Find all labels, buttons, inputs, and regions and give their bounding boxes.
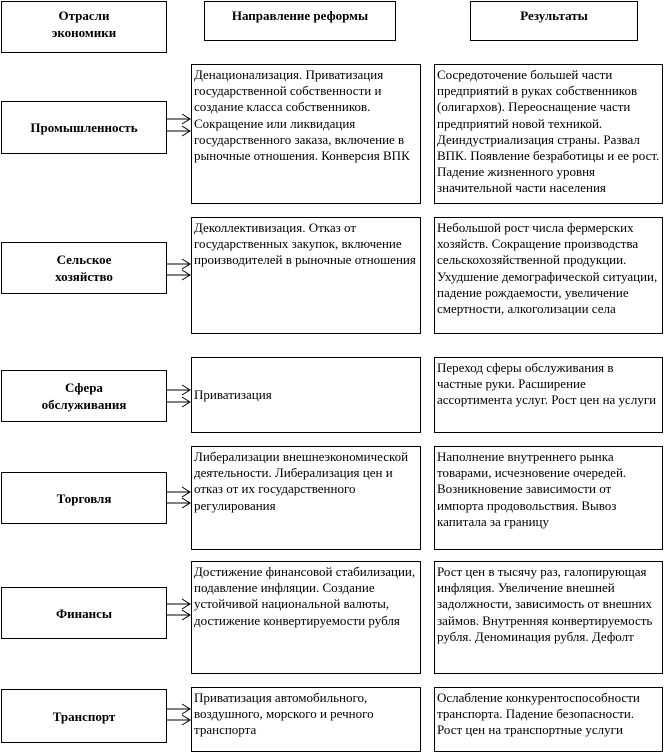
reform-text: Приватизация [194, 387, 272, 402]
sector-box [1, 370, 167, 422]
header-reform [204, 1, 396, 41]
sector-box [1, 472, 167, 524]
arrow [167, 126, 190, 136]
sector-box [1, 101, 167, 154]
arrow [167, 599, 190, 609]
result-box [434, 561, 663, 674]
sector-label: Сельское хозяйство [55, 252, 113, 284]
reform-text: Либерализации внешнеэкономической деятельности. Либерализация цен и отказ от их государственного регулирования [194, 449, 409, 513]
reform-text: Достижение финансовой стабилизации, подавление инфляции. Создание устойчивой национальной валюты, достижение конвертируемости рубля [194, 564, 416, 628]
arrow [167, 397, 190, 407]
reform-text: Денационализация. Приватизация государственной собственности и создание класса собственников. Сокращение или ликвидация государственного заказа, включение в рыночные отношения. Конверсия ВПК [194, 67, 410, 164]
header-results [470, 1, 638, 41]
arrow-pair-row-2 [167, 259, 190, 280]
reform-box [191, 446, 421, 550]
arrow [167, 114, 190, 124]
arrow-pair-row-4 [167, 487, 190, 508]
result-text: Ослабление конкурентоспособности транспорта. Падение безопасности. Рост цен на транспортные услуги [437, 690, 640, 738]
arrow [167, 610, 190, 620]
result-text: Наполнение внутреннего рынка товарами, исчезновение очередей. Возникновение зависимости от импорта продовольствия. Вывоз капитала за границу [437, 449, 627, 529]
sector-box [1, 242, 167, 294]
arrow-pair-row-1 [167, 114, 190, 136]
reform-box [191, 687, 421, 752]
arrow [167, 259, 190, 269]
arrow [167, 270, 190, 280]
sector-label: Торговля [56, 490, 112, 506]
reform-box [191, 64, 421, 204]
header-results-label: Результаты [520, 8, 588, 23]
sector-box [1, 587, 167, 639]
result-text: Рост цен в тысячу раз, галопирующая инфляция. Увеличение внешней задолжности, зависимость от внешних займов. Внутренняя конвертируемость рубля. Деноминация рубля. Дефолт [437, 564, 653, 644]
sector-label: Сфера обслуживания [41, 380, 127, 412]
sector-label: Промышленность [30, 120, 138, 135]
reform-box [191, 561, 421, 674]
arrow [167, 715, 190, 725]
result-box [434, 446, 663, 550]
reform-text: Приватизация автомобильного, воздушного, морского и речного транспорта [194, 690, 374, 738]
result-box [434, 64, 663, 204]
arrow [167, 487, 190, 497]
result-text: Небольшой рост числа фермерских хозяйств. Сокращение производства сельскохозяйственной продукции. Ухудшение демографической ситуации, падение рождаемости, увеличение смертности, алкоголизации села [437, 220, 658, 317]
result-box [434, 687, 663, 752]
header-sectors-label: Отрасли экономики [51, 8, 117, 40]
reform-text: Деколлективизация. Отказ от государственных закупок, включение производителей в рыночные отношения [194, 220, 416, 268]
result-text: Переход сферы обслуживания в частные руки. Расширение ассортимента услуг. Рост цен на услуги [437, 360, 657, 408]
sector-label: Транспорт [52, 708, 116, 724]
result-box [434, 357, 663, 433]
arrow-pair-row-6 [167, 704, 190, 725]
reform-box [191, 217, 421, 334]
result-box [434, 217, 663, 334]
reform-box [191, 357, 421, 433]
header-reform-label: Направление реформы [231, 8, 369, 23]
sector-box [1, 689, 167, 743]
arrow [167, 385, 190, 395]
arrow [167, 704, 190, 714]
arrow [167, 498, 190, 508]
arrow-pair-row-3 [167, 385, 190, 407]
header-sectors [1, 1, 167, 53]
result-text: Сосредоточение большей части предприятий в руках собственников (олигархов). Переоснащение части предприятий новой техникой. Деиндустриализация страны. Развал ВПК. Появление безработицы и ее рост. Падение жизненного уровня значительной части населения [437, 67, 660, 196]
arrow-pair-row-5 [167, 599, 190, 620]
sector-label: Финансы [55, 605, 113, 621]
